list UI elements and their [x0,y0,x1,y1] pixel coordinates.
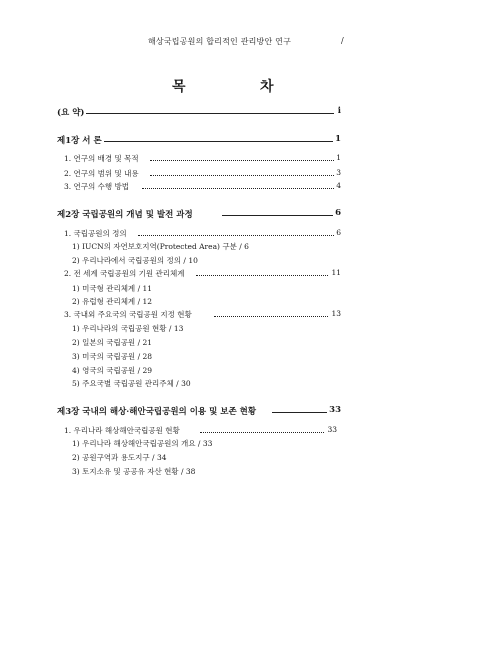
toc-entry-3-1[interactable]: 1. 우리나라 해상해안국립공원 현황 33 [64,425,337,435]
leader-line [78,113,334,114]
toc-title-char-1: 목 [172,79,187,95]
toc-entry-chapter-3[interactable]: 제3장 국내의 해상·해안국립공원의 이용 및 보존 현황 33 [57,405,341,417]
toc-entry-3-1-3[interactable]: 3) 토지소유 및 공공유 자산 현황 / 38 [72,467,196,476]
toc-entry-3-1-2[interactable]: 2) 공원구역과 용도지구 / 34 [72,453,167,462]
toc-entry-1-2[interactable]: 2. 연구의 범위 및 내용 3 [64,168,341,178]
toc-entry-2-3-2[interactable]: 2) 일본의 국립공원 / 21 [72,338,153,347]
leader-line [222,215,334,216]
toc-entry-2-2-2[interactable]: 2) 유럽형 관리체계 / 12 [72,297,153,306]
toc-entry-chapter-1[interactable]: 제1장 서 론 1 [57,134,341,146]
leader-line [98,141,334,142]
toc-entry-2-3-5[interactable]: 5) 주요국별 국립공원 관리주체 / 30 [72,379,191,388]
toc-entry-summary[interactable]: (요 약) i [57,106,341,118]
toc-entry-2-3-3[interactable]: 3) 미국의 국립공원 / 28 [72,352,153,361]
leader-line [138,235,334,236]
toc-entry-2-2-1[interactable]: 1) 미국형 관리체계 / 11 [72,284,153,293]
toc-entry-2-1-1[interactable]: 1) IUCN의 자연보호지역(Protected Area) 구분 / 6 [72,242,249,251]
toc-entry-3-1-1[interactable]: 1) 우리나라 해상해안국립공원의 개요 / 33 [72,439,213,448]
toc-entry-chapter-2[interactable]: 제2장 국립공원의 개념 및 발전 과정 6 [57,208,341,220]
leader-line [200,432,330,433]
leader-line [142,188,334,189]
leader-line [214,316,334,317]
toc-entry-2-1[interactable]: 1. 국립공원의 정의 6 [64,228,341,238]
running-header-mark: / [341,36,344,45]
toc-entry-1-3[interactable]: 3. 연구의 수행 방법 4 [64,181,341,191]
leader-line [150,160,334,161]
toc-entry-1-1[interactable]: 1. 연구의 배경 및 목적 1 [64,153,341,163]
toc-entry-2-3-1[interactable]: 1) 우리나라의 국립공원 현황 / 13 [72,324,184,333]
toc-entry-2-3-4[interactable]: 4) 영국의 국립공원 / 29 [72,366,153,375]
toc-title-char-2: 차 [260,79,275,95]
leader-line [196,275,334,276]
leader-line [150,175,334,176]
toc-entry-2-1-2[interactable]: 2) 우리나라에서 국립공원의 정의 / 10 [72,256,198,265]
toc-entry-2-3[interactable]: 3. 국내외 주요국의 국립공원 지정 현황 13 [64,309,341,319]
toc-entry-2-2[interactable]: 2. 전 세계 국립공원의 기원 관리체계 11 [64,268,341,278]
leader-line [272,412,334,413]
running-header-title: 해상국립공원의 합리적인 관리방안 연구 [148,37,292,46]
